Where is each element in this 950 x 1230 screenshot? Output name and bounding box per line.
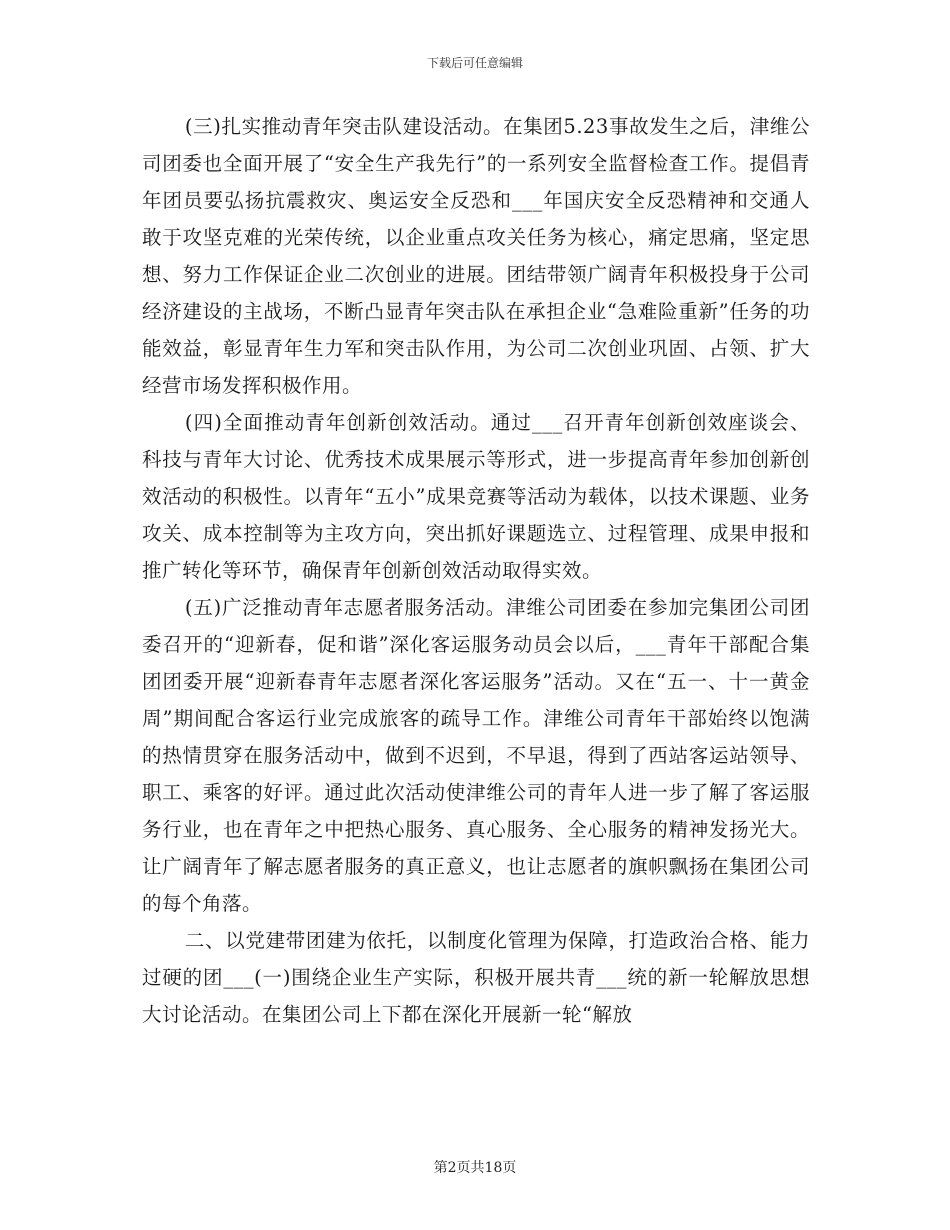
paragraph-3: (三)扎实推动青年突击队建设活动。在集团5.23事故发生之后，津维公司团委也全面开展了“安全生产我先行”的一系列安全监督检查工作。提倡青年团员要弘扬抗震救灾、奥运安全反恐和___年国庆安全反恐精神和交通人敢于攻坚克难的光荣传统，以企业重点攻关任务为核心，痛定思痛，坚定思想、努力工作保证企业二次创业的进展。团结带领广阔青年积极投身于公司经济建设的主战场，不断凸显青年突击队在承担企业“急难险重新”任务的功能效益，彰显青年生力军和突击队作用，为公司二次创业巩固、占领、扩大经营市场发挥积极作用。 — [142, 115, 810, 397]
page-number: 第2页共18页 — [433, 1160, 517, 1176]
paragraph-section-2: 二、以党建带团建为依托，以制度化管理为保障，打造政治合格、能力过硬的团___(一)围绕企业生产实际，积极开展共青___统的新一轮解放思想大讨论活动。在集团公司上下都在深化开展新一轮“解放 — [142, 929, 810, 1026]
paragraph-4: (四)全面推动青年创新创效活动。通过___召开青年创新创效座谈会、科技与青年大讨论、优秀技术成果展示等形式，进一步提高青年参加创新创效活动的积极性。以青年“五小”成果竞赛等活动为载体，以技术课题、业务攻关、成本控制等为主攻方向，突出抓好课题选立、过程管理、成果申报和推广转化等环节，确保青年创新创效活动取得实效。 — [142, 411, 810, 582]
paragraph-5: (五)广泛推动青年志愿者服务活动。津维公司团委在参加完集团公司团委召开的“迎新春，促和谐”深化客运服务动员会以后，___青年干部配合集团团委开展“迎新春青年志愿者深化客运服务”活动。又在“五一、十一黄金周”期间配合客运行业完成旅客的疏导工作。津维公司青年干部始终以饱满的热情贯穿在服务活动中，做到不迟到，不早退，得到了西站客运站领导、职工、乘客的好评。通过此次活动使津维公司的青年人进一步了解了客运服务行业，也在青年之中把热心服务、真心服务、全心服务的精神发扬光大。让广阔青年了解志愿者服务的真正意义，也让志愿者的旗帜飘扬在集团公司的每个角落。 — [142, 596, 810, 915]
page-header-note: 下载后可任意编辑 — [426, 56, 523, 70]
document-body — [142, 108, 810, 1033]
